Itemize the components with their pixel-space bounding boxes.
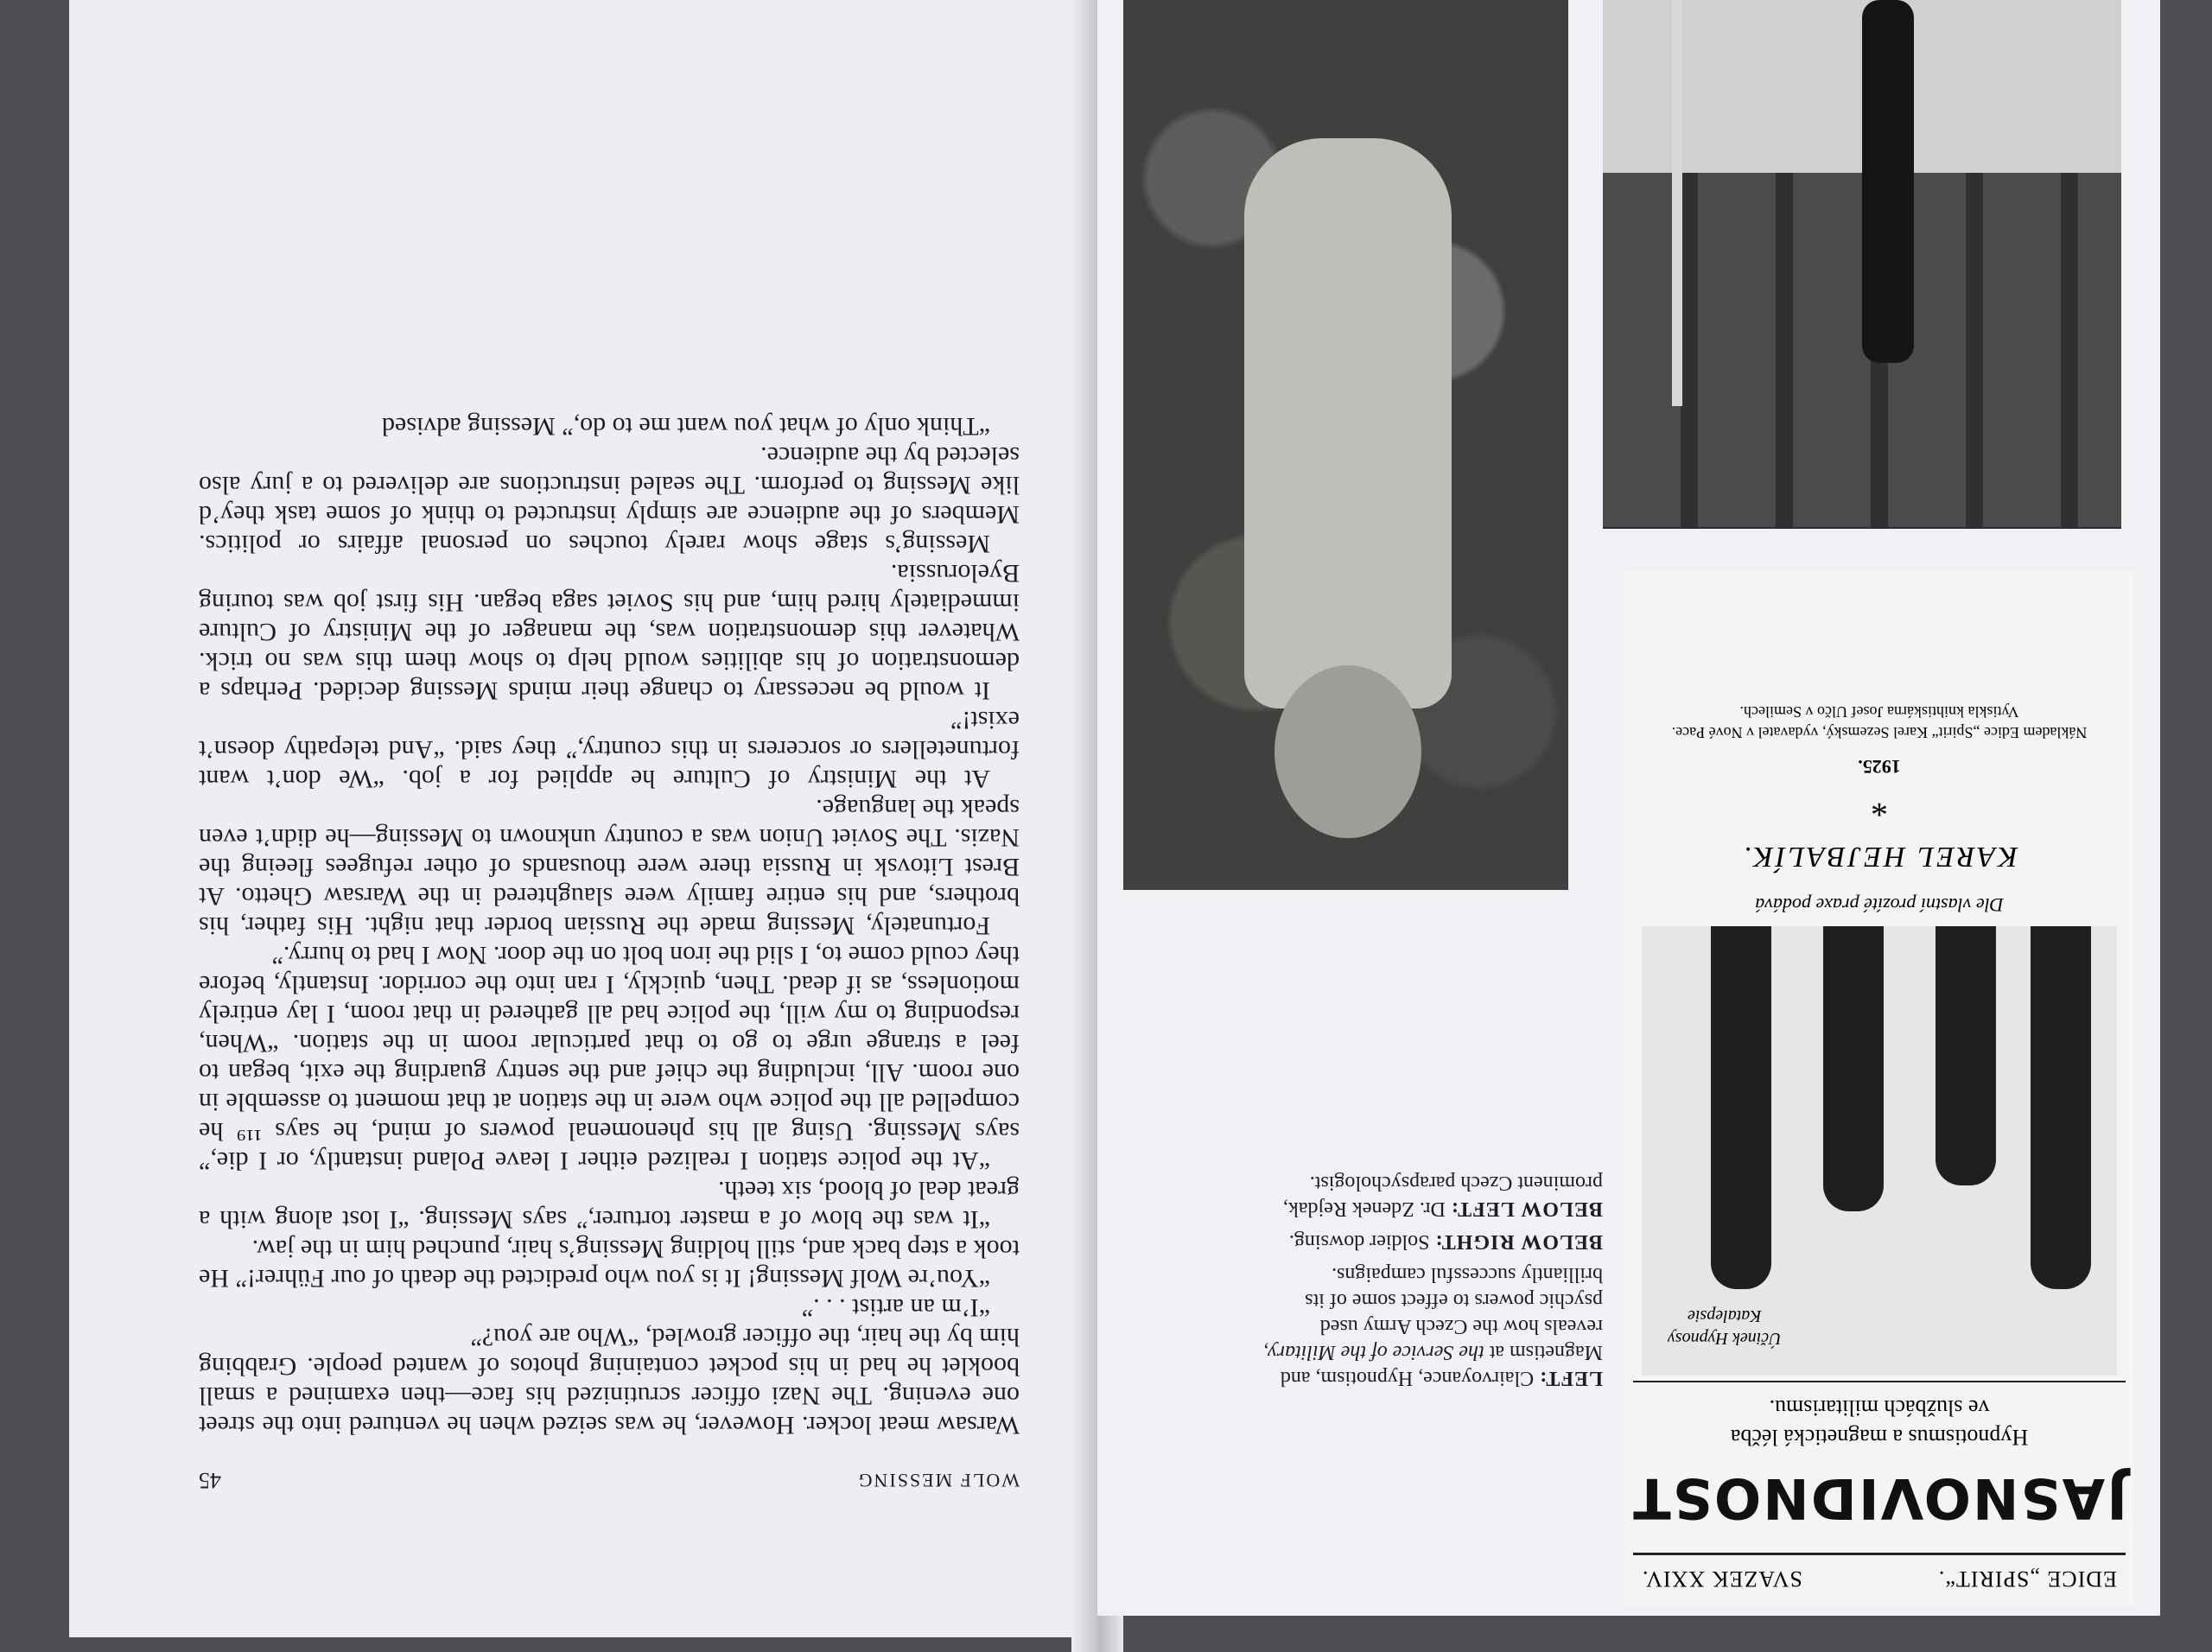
caption-below-left-text: Dr. Zdenek Rejdak, prominent Czech parapsychologist.: [1282, 1172, 1603, 1220]
running-head: [199, 1465, 1020, 1495]
paragraph: It would be necessary to change their minds Messing decided. Perhaps a demonstration of his abilities would help to show them this was no trick. Whatever this demonstration was, the manager of the Ministry of Culture immediately hired him, and his Soviet saga began. His first job was touring Byelorussia.: [199, 559, 1020, 705]
caption-left: [1257, 1261, 1603, 1391]
figure-caption: [1257, 994, 1603, 1391]
cover-byline: Dle vlastní prozíté praxe podává: [1755, 894, 2004, 916]
cover-series-left: EDICE „SPIRIT“.: [1937, 1566, 2117, 1592]
paragraph: Fortunately, Messing made the Russian border that night. His father, his brothers, and his entire family were slaughtered in the Warsaw Ghetto. At Brest Litovsk in Russia there were thousands of other refugees fleeing the Nazis. The Soviet Union was a country unknown to Messing—he didn’t even speak the language.: [199, 794, 1020, 940]
left-page-text: [199, 147, 1020, 1495]
book-cover-jasnovidnost: [1624, 570, 2134, 1607]
cover-rule-mid: [1633, 1381, 2126, 1382]
caption-below-right: [1257, 1229, 1603, 1255]
caption-below-right-text: Soldier dowsing.: [1288, 1230, 1430, 1253]
paragraph: “Think only of what you want me to do,” Messing advised: [381, 412, 990, 441]
cover-year: 1925.: [1858, 756, 1901, 778]
cover-publisher-line: Vytiskla knihtiskárna Josef Ulčo v Semilech.: [1739, 703, 2019, 721]
illustration-figure: [2031, 926, 2091, 1289]
paragraph: “At the police station I realized either I leave Poland instantly, or I die,” says Messing. Using all his phenomenal powers of mind, he says ¹¹⁹ he compelled all the police who were in the station at that moment to assemble in one room. All, including the chief and the sentry guarding the exit, began to feel a strange urge to go to that particular room in the station. “When, responding to my will, the police had all gathered in that room, I lay entirely motionless, as if dead. Then, quickly, I ran into the corridor. Instantly, before they could come to, I slid the iron bolt on the door. Now I had to hurry.”: [199, 941, 1020, 1175]
caption-left-text-b: reveals how the Czech Army used psychic powers to effect some of its brilliantly successful campaigns.: [1305, 1263, 1603, 1337]
caption-left-label: LEFT:: [1539, 1367, 1603, 1389]
cover-subtitle: [1624, 1393, 2134, 1452]
cover-author: KAREL HEJBALÍK.: [1740, 841, 2018, 873]
left-page: [69, 0, 1093, 1637]
paragraph: “You’re Wolf Messing! It is you who predicted the death of our Führer!” He took a step back and, still holding Messing’s hair, punched him in the jaw.: [199, 1235, 1020, 1293]
cover-publisher: [1650, 702, 2108, 743]
paragraph: Messing’s stage show rarely touches on personal affairs or politics. Members of the audience are simply instructed to think of some task they’d like Messing to perform. The sealed instructions are delivered to a jury also selected by the audience.: [199, 442, 1020, 558]
illustration-figure: [1711, 926, 1771, 1289]
cover-series-right: SVAZEK XXIV.: [1642, 1566, 1802, 1592]
running-head-title: WOLF MESSING: [856, 1470, 1020, 1491]
cover-rule-top: [1633, 1553, 2126, 1555]
paragraph: “I’m an artist . . .”: [801, 1293, 990, 1322]
book-cover-content: [1624, 570, 2134, 1607]
photo-figure-body: [1244, 138, 1452, 708]
cover-illustration: [1642, 926, 2117, 1376]
photo-pole: [1672, 0, 1682, 406]
cover-title: JASNOVIDNOST: [1631, 1465, 2127, 1529]
cover-subtitle-line: Hypnotismus a magnetická léčba: [1730, 1425, 2029, 1450]
illustration-caption-line: Účinek Hypnosy: [1668, 1329, 1782, 1348]
cover-publisher-line: Nákladem Edice „Spirit“ Karel Sezemský, vydavatel v Nové Pace.: [1671, 724, 2088, 741]
photo-parapsychologist: [1123, 0, 1568, 890]
paragraph: “It was the blow of a master torturer,” says Messing. “I lost along with a great deal of blood, six teeth.: [199, 1176, 1020, 1234]
illustration-caption: [1668, 1305, 1782, 1350]
paragraph: Warsaw meat locker. However, he was seized when he ventured into the street one evening. The Nazi officer scrutinized his face—then examined a small booklet he had in his pocket containing photos of wanted people. Grabbing him by the hair, the officer growled, “Who are you?”: [199, 1323, 1020, 1439]
caption-below-left-label: BELOW LEFT:: [1450, 1198, 1603, 1220]
illustration-caption-line: Katalepsie: [1688, 1306, 1762, 1325]
photo-soldier-figure: [1862, 0, 1914, 363]
photo-soldier-dowsing: [1603, 0, 2121, 529]
cover-series-line: [1624, 1566, 2134, 1592]
cover-star: *: [1871, 785, 1888, 824]
illustration-figure: [1936, 926, 1996, 1185]
cover-subtitle-line: ve službách militarismu.: [1769, 1395, 1990, 1420]
caption-below-right-label: BELOW RIGHT:: [1434, 1230, 1603, 1253]
caption-left-text-a: Clairvoyance, Hypnotism, and Magnetism at: [1280, 1341, 1603, 1389]
illustration-figure: [1823, 926, 1884, 1211]
photo-figure-head: [1274, 665, 1421, 838]
page-number: 45: [199, 1468, 221, 1493]
paragraph: At the Ministry of Culture he applied for a job. “We don’t want fortunetellers or sorcerers in this country,” they said. “And telepathy doesn’t exist!”: [199, 706, 1020, 793]
caption-left-text-italic: the Service of the Military,: [1263, 1341, 1484, 1363]
caption-below-left: [1257, 1170, 1603, 1222]
